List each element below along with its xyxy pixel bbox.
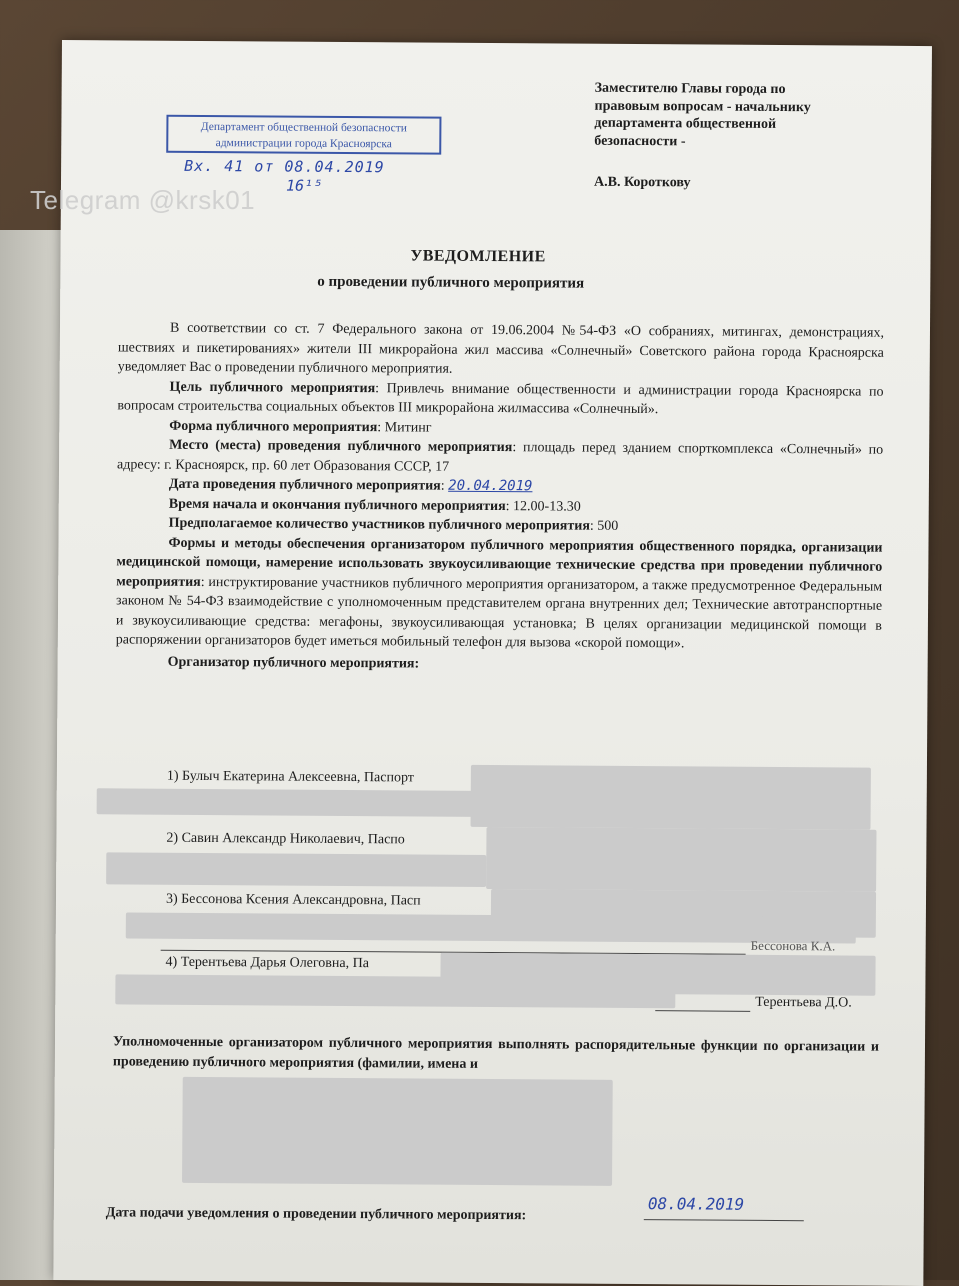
organizer-3: 3) Бессонова Ксения Александровна, Пасп xyxy=(165,891,421,909)
participants-label: Предполагаемое количество участников публичного мероприятия xyxy=(168,515,590,534)
submit-date-line xyxy=(644,1219,804,1221)
stamp-line-1: Департамент общественной безопасности xyxy=(200,120,408,135)
time-value: : 12.00-13.30 xyxy=(505,498,581,515)
participants-value: : 500 xyxy=(589,518,619,534)
redacted-area xyxy=(471,765,871,830)
form-value: : Митинг xyxy=(377,419,432,436)
telegram-watermark: Telegram @krsk01 xyxy=(30,185,256,215)
intro-paragraph: В соответствии со ст. 7 Федерального закона от 19.06.2004 №54-ФЗ «О собраниях, митингах, демонстрациях, шествиях и пикетированиях» жители III микрорайона жил массива «Солнечный» Советского района города Красноярска уведомляет Вас о проведении публичного мероприятия. xyxy=(117,320,885,377)
document-title: УВЕДОМЛЕНИЕ xyxy=(410,247,546,266)
submit-date-label: Дата подачи уведомления о проведении публичного мероприятия: xyxy=(105,1205,527,1224)
addressee-line: департамента общественной xyxy=(594,115,777,132)
authorized-paragraph: Уполномоченные организатором публичного мероприятия выполнять распорядительные функции по организации и проведению публичного мероприятия (фамилии, имена и xyxy=(112,1034,880,1072)
submit-date-value: 08.04.2019 xyxy=(647,1194,745,1214)
registration-number: Вх. 41 от 08.04.2019 xyxy=(184,156,385,177)
document-subtitle: о проведении публичного мероприятия xyxy=(317,273,585,292)
redacted-area xyxy=(182,1077,613,1186)
methods-paragraph xyxy=(116,533,883,655)
addressee-line: правовым вопросам - начальнику xyxy=(594,98,811,115)
organizers-title: Организатор публичного мероприятия: xyxy=(167,654,420,672)
methods-value: : инструктирование участников публичного мероприятия организатором, а также предусмотренное Федеральным законом № 54-ФЗ взаимодействие с уполномоченным представителем органа внутренних дел; Технические автотранспортные и звукоусиливающие средства: мегафоны, звукоусиливающая установка; В целях организации медицинской помощи в распоряжении организаторов будет иметься мобильный телефон для вызова «скорой помощи». xyxy=(115,574,883,652)
signature-line xyxy=(655,1009,750,1012)
form-label: Форма публичного мероприятия xyxy=(169,418,378,435)
organizer-1: 1) Булыч Екатерина Алексеевна, Паспорт xyxy=(166,768,414,786)
notice-body xyxy=(116,318,884,676)
time-label: Время начала и окончания публичного мероприятия xyxy=(168,496,506,514)
redacted-area xyxy=(486,827,876,892)
date-value: 20.04.2019 xyxy=(448,477,533,495)
redacted-area xyxy=(126,912,856,943)
organizer-4: 4) Терентьева Дарья Олеговна, Па xyxy=(165,954,370,972)
goal-label: Цель публичного мероприятия xyxy=(169,379,376,396)
goal-paragraph xyxy=(117,377,883,421)
addressee-name: А.В. Короткову xyxy=(593,174,691,191)
redacted-area xyxy=(115,974,675,1008)
place-paragraph xyxy=(117,435,883,479)
redacted-area xyxy=(97,788,477,817)
date-paragraph: Дата проведения публичного мероприятия: 20.04.2019 xyxy=(168,476,533,495)
place-value: : площадь перед зданием спорткомплекса «Солнечный» по адресу: г. Красноярск, пр. 60 лет Образования СССР, 17 xyxy=(116,440,884,475)
signature-4: Терентьева Д.О. xyxy=(755,994,852,1011)
methods-label: Формы и методы обеспечения организатором публичного мероприятия общественного порядка, организации медицинской помощи, намерение использовать звукоусиливающие технические средства при проведении публичного мероприятия xyxy=(116,535,883,590)
addressee-block xyxy=(594,80,895,194)
addressee-line: безопасности - xyxy=(594,133,686,149)
signature-3: Бессонова К.А. xyxy=(750,937,836,954)
date-label: Дата проведения публичного мероприятия xyxy=(168,476,441,494)
redacted-area xyxy=(106,852,486,887)
goal-value: : Привлечь внимание общественности и администрации города Красноярска по вопросам строительства социальных объектов III микрорайона жилмассива «Солнечный». xyxy=(117,380,884,418)
addressee-line: Заместителю Главы города по xyxy=(594,80,786,98)
place-label: Место (места) проведения публичного мероприятия xyxy=(169,437,513,456)
registration-stamp xyxy=(166,115,441,155)
notice-document xyxy=(53,40,932,1286)
organizer-2: 2) Савин Александр Николаевич, Паспо xyxy=(166,830,405,848)
stamp-line-2: администрации города Красноярска xyxy=(215,137,392,151)
registration-time: 16¹⁵ xyxy=(285,176,323,195)
